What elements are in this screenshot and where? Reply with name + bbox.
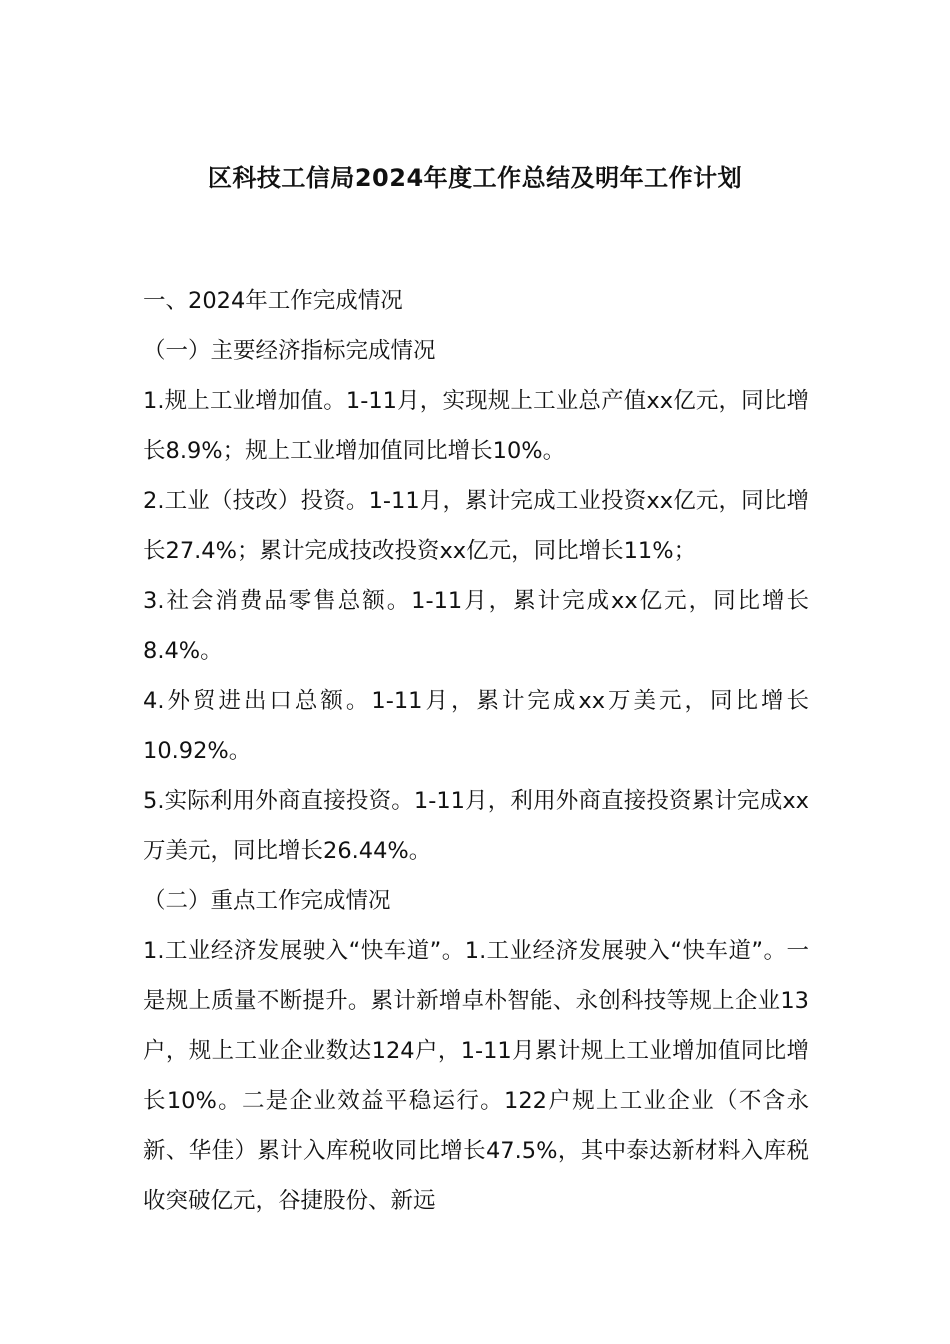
indicator-item-4: 4.外贸进出口总额。1-11月，累计完成xx万美元，同比增长10.92%。 [143,688,809,764]
section-heading-1: 一、2024年工作完成情况 [143,288,403,314]
indicator-item-1: 1.规上工业增加值。1-11月，实现规上工业总产值xx亿元，同比增长8.9%；规上工业增加值同比增长10%。 [143,388,809,464]
indicator-item-2: 2.工业（技改）投资。1-11月，累计完成工业投资xx亿元，同比增长27.4%；累计完成技改投资xx亿元，同比增长11%； [143,488,809,564]
indicator-item-5: 5.实际利用外商直接投资。1-11月，利用外商直接投资累计完成xx万美元，同比增长26.44%。 [143,788,809,864]
document-title: 区科技工信局2024年度工作总结及明年工作计划 [207,164,743,192]
work-paragraph-1: 1.工业经济发展驶入“快车道”。1.工业经济发展驶入“快车道”。一是规上质量不断提升。累计新增卓朴智能、永创科技等规上企业13户，规上工业企业数达124户，1-11月累计规上工业增加值同比增长10%。二是企业效益平稳运行。122户规上工业企业（不含永新、华佳）累计入库税收同比增长47.5%，其中泰达新材料入库税收突破亿元，谷捷股份、新远 [143,938,809,1214]
subsection-heading-2: （二）重点工作完成情况 [143,888,391,914]
subsection-heading-1: （一）主要经济指标完成情况 [143,338,436,364]
document-body [143,276,809,1226]
indicator-item-3: 3.社会消费品零售总额。1-11月，累计完成xx亿元，同比增长8.4%。 [143,588,809,664]
